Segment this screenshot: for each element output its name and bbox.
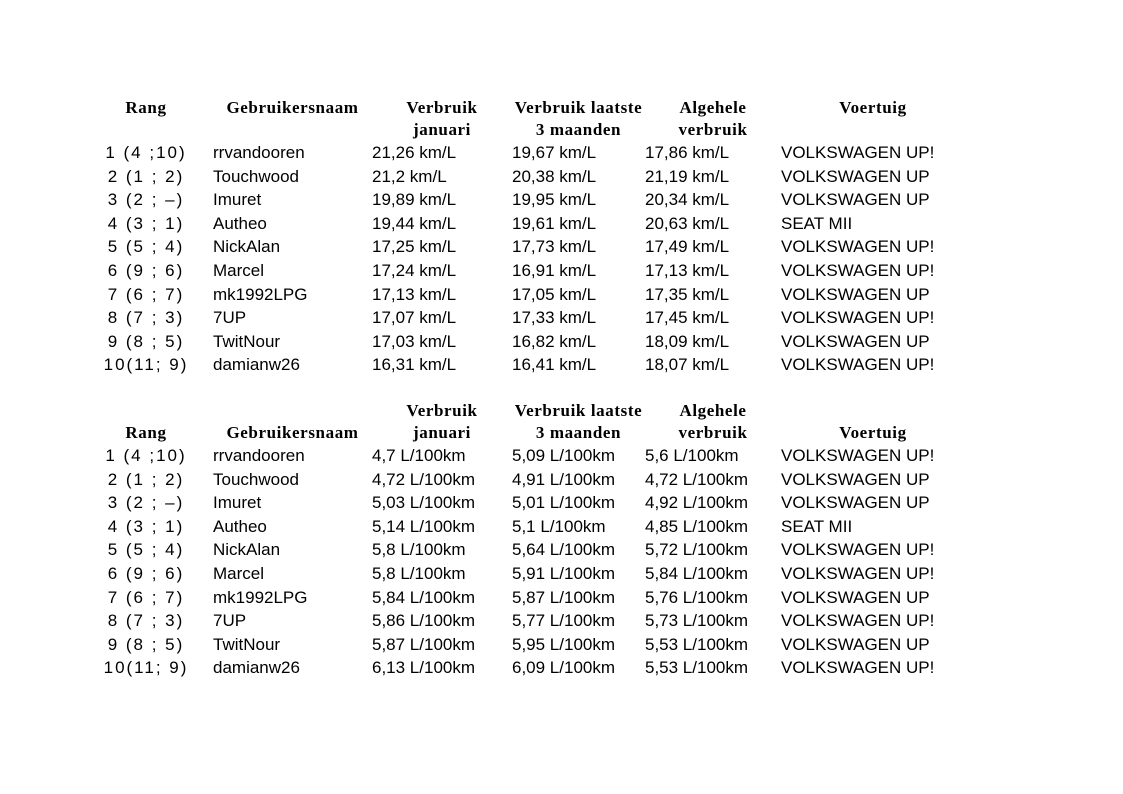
cell-overall: 17,86 km/L bbox=[645, 143, 730, 162]
cell-rank: 3 (2 ; –) bbox=[107, 493, 185, 513]
cell-overall: 5,73 L/100km bbox=[645, 611, 749, 631]
table-km-per-liter bbox=[96, 97, 965, 377]
column-header-line1: Verbruik laatste bbox=[514, 400, 643, 420]
cell-january: 19,89 km/L bbox=[372, 190, 457, 210]
table-row bbox=[96, 353, 965, 377]
cell-overall: 4,92 L/100km bbox=[645, 493, 749, 513]
cell-overall: 5,53 L/100km bbox=[645, 658, 749, 678]
table-row bbox=[96, 515, 965, 539]
cell-vehicle: VOLKSWAGEN UP! bbox=[781, 445, 935, 465]
cell-last3months: 16,91 km/L bbox=[512, 260, 597, 280]
cell-username: 7UP bbox=[213, 308, 247, 328]
cell-vehicle: VOLKSWAGEN UP bbox=[781, 190, 930, 210]
column-header-line1: Verbruik bbox=[406, 98, 478, 117]
column-header-line2 bbox=[213, 119, 372, 141]
cell-january: 17,13 km/L bbox=[372, 284, 457, 304]
cell-rank: 7 (6 ; 7) bbox=[107, 284, 185, 304]
table-row bbox=[96, 330, 965, 354]
cell-vehicle: VOLKSWAGEN UP! bbox=[781, 563, 935, 583]
cell-last3months: 5,91 L/100km bbox=[512, 563, 616, 583]
cell-username: Autheo bbox=[213, 516, 267, 536]
cell-vehicle: VOLKSWAGEN UP bbox=[781, 469, 930, 489]
cell-last3months: 6,09 L/100km bbox=[512, 658, 616, 678]
cell-last3months: 5,87 L/100km bbox=[512, 587, 616, 607]
cell-last3months: 19,67 km/L bbox=[512, 143, 597, 162]
column-header-vehicle bbox=[781, 400, 965, 444]
cell-overall: 4,72 L/100km bbox=[645, 469, 749, 489]
table-row bbox=[96, 656, 965, 680]
cell-overall: 17,35 km/L bbox=[645, 284, 730, 304]
cell-overall: 17,49 km/L bbox=[645, 237, 730, 257]
column-header-january bbox=[372, 97, 512, 141]
cell-last3months: 5,01 L/100km bbox=[512, 493, 616, 513]
cell-rank: 8 (7 ; 3) bbox=[107, 611, 185, 631]
cell-vehicle: VOLKSWAGEN UP bbox=[781, 284, 930, 304]
cell-january: 5,87 L/100km bbox=[372, 634, 476, 654]
column-header-line2: Gebruikersnaam bbox=[226, 422, 359, 442]
column-header-line1: Voertuig bbox=[839, 98, 907, 117]
table-row bbox=[96, 538, 965, 562]
cell-username: damianw26 bbox=[213, 658, 300, 678]
column-header-rank bbox=[96, 400, 196, 444]
column-header-line1: Gebruikersnaam bbox=[226, 98, 359, 117]
cell-rank: 6 (9 ; 6) bbox=[107, 563, 185, 583]
cell-last3months: 5,77 L/100km bbox=[512, 611, 616, 631]
cell-rank: 10(11; 9) bbox=[103, 658, 189, 678]
column-header-line1: Rang bbox=[125, 98, 167, 117]
column-header-line2: Voertuig bbox=[839, 422, 907, 442]
column-header-line1 bbox=[96, 400, 196, 422]
column-header-rank bbox=[96, 97, 196, 141]
table-row bbox=[96, 586, 965, 610]
cell-january: 17,07 km/L bbox=[372, 308, 457, 328]
cell-rank: 6 (9 ; 6) bbox=[107, 260, 185, 280]
cell-overall: 5,76 L/100km bbox=[645, 587, 749, 607]
cell-overall: 17,13 km/L bbox=[645, 260, 730, 280]
cell-january: 4,72 L/100km bbox=[372, 469, 476, 489]
table-row bbox=[96, 283, 965, 307]
table-row bbox=[96, 212, 965, 236]
column-header-line1: Verbruik laatste bbox=[514, 98, 643, 117]
cell-last3months: 5,95 L/100km bbox=[512, 634, 616, 654]
column-header-line2: Rang bbox=[125, 422, 167, 442]
cell-overall: 4,85 L/100km bbox=[645, 516, 749, 536]
table-row bbox=[96, 633, 965, 657]
cell-overall: 21,19 km/L bbox=[645, 166, 730, 186]
column-header-line1: Algehele bbox=[679, 400, 747, 420]
cell-january: 5,84 L/100km bbox=[372, 587, 476, 607]
cell-rank: 5 (5 ; 4) bbox=[107, 237, 185, 257]
column-header-username bbox=[213, 400, 372, 444]
cell-january: 5,8 L/100km bbox=[372, 563, 466, 583]
cell-last3months: 5,64 L/100km bbox=[512, 540, 616, 560]
cell-vehicle: VOLKSWAGEN UP! bbox=[781, 658, 935, 678]
cell-overall: 5,6 L/100km bbox=[645, 445, 739, 465]
column-header-line1: Verbruik bbox=[406, 400, 478, 420]
column-header-line2: januari bbox=[412, 120, 472, 139]
cell-rank: 7 (6 ; 7) bbox=[107, 587, 185, 607]
table-row bbox=[96, 468, 965, 492]
cell-vehicle: VOLKSWAGEN UP! bbox=[781, 308, 935, 328]
cell-january: 17,24 km/L bbox=[372, 260, 457, 280]
column-header-line1 bbox=[781, 400, 965, 422]
column-header-overall bbox=[645, 400, 781, 444]
cell-vehicle: VOLKSWAGEN UP! bbox=[781, 355, 935, 375]
column-header-line2: verbruik bbox=[678, 120, 748, 139]
column-header-last3months bbox=[512, 97, 645, 141]
cell-username: NickAlan bbox=[213, 540, 281, 560]
table-row bbox=[96, 609, 965, 633]
table-row bbox=[96, 235, 965, 259]
cell-overall: 5,84 L/100km bbox=[645, 563, 749, 583]
cell-overall: 20,34 km/L bbox=[645, 190, 730, 210]
cell-overall: 5,72 L/100km bbox=[645, 540, 749, 560]
cell-vehicle: VOLKSWAGEN UP! bbox=[781, 611, 935, 631]
column-header-last3months bbox=[512, 400, 645, 444]
cell-vehicle: VOLKSWAGEN UP! bbox=[781, 540, 935, 560]
column-header-line2: 3 maanden bbox=[535, 422, 622, 442]
column-header-line2 bbox=[96, 119, 196, 141]
cell-overall: 17,45 km/L bbox=[645, 308, 730, 328]
cell-last3months: 17,73 km/L bbox=[512, 237, 597, 257]
cell-january: 5,86 L/100km bbox=[372, 611, 476, 631]
cell-overall: 20,63 km/L bbox=[645, 213, 730, 233]
cell-rank: 3 (2 ; –) bbox=[107, 190, 185, 210]
cell-january: 5,14 L/100km bbox=[372, 516, 476, 536]
cell-username: TwitNour bbox=[213, 634, 281, 654]
cell-username: Imuret bbox=[213, 190, 262, 210]
cell-username: NickAlan bbox=[213, 237, 281, 257]
cell-january: 21,2 km/L bbox=[372, 166, 447, 186]
cell-vehicle: VOLKSWAGEN UP bbox=[781, 587, 930, 607]
cell-rank: 8 (7 ; 3) bbox=[107, 308, 185, 328]
table-header-row bbox=[96, 400, 965, 444]
cell-rank: 4 (3 ; 1) bbox=[107, 516, 185, 536]
cell-vehicle: VOLKSWAGEN UP bbox=[781, 166, 930, 186]
cell-username: Touchwood bbox=[213, 469, 300, 489]
cell-january: 17,03 km/L bbox=[372, 331, 457, 351]
table-row bbox=[96, 188, 965, 212]
cell-rank: 1 (4 ;10) bbox=[105, 143, 187, 162]
page-content bbox=[96, 97, 965, 680]
cell-username: Touchwood bbox=[213, 166, 300, 186]
cell-january: 5,8 L/100km bbox=[372, 540, 466, 560]
column-header-line1 bbox=[213, 400, 372, 422]
column-header-username bbox=[213, 97, 372, 141]
cell-last3months: 5,09 L/100km bbox=[512, 445, 616, 465]
cell-vehicle: VOLKSWAGEN UP bbox=[781, 331, 930, 351]
cell-last3months: 16,82 km/L bbox=[512, 331, 597, 351]
cell-last3months: 19,95 km/L bbox=[512, 190, 597, 210]
cell-vehicle: SEAT MII bbox=[781, 213, 853, 233]
cell-january: 4,7 L/100km bbox=[372, 445, 466, 465]
cell-rank: 1 (4 ;10) bbox=[105, 445, 187, 465]
cell-vehicle: SEAT MII bbox=[781, 516, 853, 536]
cell-january: 19,44 km/L bbox=[372, 213, 457, 233]
cell-username: Marcel bbox=[213, 260, 265, 280]
cell-last3months: 16,41 km/L bbox=[512, 355, 597, 375]
column-header-vehicle bbox=[781, 97, 965, 141]
cell-username: Marcel bbox=[213, 563, 265, 583]
cell-username: TwitNour bbox=[213, 331, 281, 351]
cell-vehicle: VOLKSWAGEN UP! bbox=[781, 237, 935, 257]
cell-vehicle: VOLKSWAGEN UP! bbox=[781, 143, 935, 162]
cell-rank: 2 (1 ; 2) bbox=[107, 166, 185, 186]
cell-january: 16,31 km/L bbox=[372, 355, 457, 375]
table-header-row bbox=[96, 97, 965, 141]
cell-rank: 10(11; 9) bbox=[103, 355, 189, 375]
table-row bbox=[96, 165, 965, 189]
column-header-line1: Algehele bbox=[679, 98, 747, 117]
table-body bbox=[96, 444, 965, 680]
cell-last3months: 20,38 km/L bbox=[512, 166, 597, 186]
table-liter-per-100km bbox=[96, 400, 965, 680]
cell-overall: 18,09 km/L bbox=[645, 331, 730, 351]
cell-rank: 4 (3 ; 1) bbox=[107, 213, 185, 233]
cell-last3months: 4,91 L/100km bbox=[512, 469, 616, 489]
cell-overall: 18,07 km/L bbox=[645, 355, 730, 375]
cell-last3months: 19,61 km/L bbox=[512, 213, 597, 233]
cell-username: Autheo bbox=[213, 213, 267, 233]
column-header-january bbox=[372, 400, 512, 444]
cell-username: Imuret bbox=[213, 493, 262, 513]
table-row bbox=[96, 306, 965, 330]
column-header-line2: 3 maanden bbox=[535, 120, 622, 139]
cell-vehicle: VOLKSWAGEN UP bbox=[781, 634, 930, 654]
cell-username: damianw26 bbox=[213, 355, 300, 375]
cell-username: 7UP bbox=[213, 611, 247, 631]
cell-january: 21,26 km/L bbox=[372, 143, 457, 162]
column-header-line2: januari bbox=[412, 422, 472, 442]
cell-rank: 2 (1 ; 2) bbox=[107, 469, 185, 489]
cell-january: 17,25 km/L bbox=[372, 237, 457, 257]
cell-last3months: 5,1 L/100km bbox=[512, 516, 606, 536]
cell-username: rrvandooren bbox=[213, 143, 305, 162]
cell-username: mk1992LPG bbox=[213, 587, 308, 607]
column-header-overall bbox=[645, 97, 781, 141]
column-header-line2 bbox=[781, 119, 965, 141]
column-header-line2: verbruik bbox=[678, 422, 748, 442]
cell-username: mk1992LPG bbox=[213, 284, 308, 304]
cell-january: 6,13 L/100km bbox=[372, 658, 476, 678]
table-body bbox=[96, 141, 965, 377]
cell-rank: 9 (8 ; 5) bbox=[107, 634, 185, 654]
table-row bbox=[96, 259, 965, 283]
table-row bbox=[96, 562, 965, 586]
table-row bbox=[96, 141, 965, 165]
cell-last3months: 17,05 km/L bbox=[512, 284, 597, 304]
cell-vehicle: VOLKSWAGEN UP! bbox=[781, 260, 935, 280]
cell-last3months: 17,33 km/L bbox=[512, 308, 597, 328]
cell-overall: 5,53 L/100km bbox=[645, 634, 749, 654]
table-row bbox=[96, 491, 965, 515]
cell-rank: 5 (5 ; 4) bbox=[107, 540, 185, 560]
cell-vehicle: VOLKSWAGEN UP bbox=[781, 493, 930, 513]
table-row bbox=[96, 444, 965, 468]
cell-january: 5,03 L/100km bbox=[372, 493, 476, 513]
cell-rank: 9 (8 ; 5) bbox=[107, 331, 185, 351]
cell-username: rrvandooren bbox=[213, 445, 305, 465]
